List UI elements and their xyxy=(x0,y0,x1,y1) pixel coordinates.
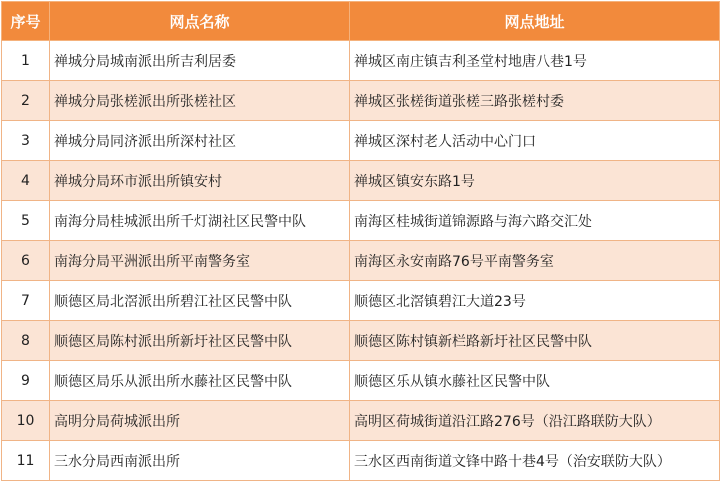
header-address: 网点地址 xyxy=(350,2,720,41)
table-row xyxy=(2,121,720,161)
row-address: 顺德区陈村镇新栏路新圩社区民警中队 xyxy=(350,321,720,361)
table-row xyxy=(2,401,720,441)
row-address: 禅城区张槎街道张槎三路张槎村委 xyxy=(350,81,720,121)
row-index: 6 xyxy=(2,241,50,281)
row-address: 禅城区深村老人活动中心门口 xyxy=(350,121,720,161)
row-address: 三水区西南街道文锋中路十巷4号（治安联防大队） xyxy=(350,441,720,481)
outlet-table xyxy=(1,1,720,481)
row-index: 10 xyxy=(2,401,50,441)
row-name: 禅城分局张槎派出所张槎社区 xyxy=(50,81,350,121)
row-index: 3 xyxy=(2,121,50,161)
row-index: 7 xyxy=(2,281,50,321)
row-address: 顺德区北滘镇碧江大道23号 xyxy=(350,281,720,321)
table-row xyxy=(2,361,720,401)
row-name: 顺德区局陈村派出所新圩社区民警中队 xyxy=(50,321,350,361)
row-address: 南海区桂城街道锦源路与海六路交汇处 xyxy=(350,201,720,241)
row-name: 高明分局荷城派出所 xyxy=(50,401,350,441)
row-name: 禅城分局城南派出所吉利居委 xyxy=(50,41,350,81)
table-row xyxy=(2,441,720,481)
row-name: 三水分局西南派出所 xyxy=(50,441,350,481)
header-index: 序号 xyxy=(2,2,50,41)
table-row xyxy=(2,321,720,361)
row-name: 南海分局桂城派出所千灯湖社区民警中队 xyxy=(50,201,350,241)
row-index: 1 xyxy=(2,41,50,81)
row-name: 禅城分局同济派出所深村社区 xyxy=(50,121,350,161)
row-index: 11 xyxy=(2,441,50,481)
table-row xyxy=(2,161,720,201)
table-row xyxy=(2,241,720,281)
row-name: 顺德区局北滘派出所碧江社区民警中队 xyxy=(50,281,350,321)
row-address: 高明区荷城街道沿江路276号（沿江路联防大队） xyxy=(350,401,720,441)
row-address: 顺德区乐从镇水藤社区民警中队 xyxy=(350,361,720,401)
row-index: 2 xyxy=(2,81,50,121)
row-address: 禅城区南庄镇吉利圣堂村地唐八巷1号 xyxy=(350,41,720,81)
row-index: 9 xyxy=(2,361,50,401)
header-name: 网点名称 xyxy=(50,2,350,41)
table-row xyxy=(2,281,720,321)
row-index: 4 xyxy=(2,161,50,201)
row-name: 禅城分局环市派出所镇安村 xyxy=(50,161,350,201)
row-address: 南海区永安南路76号平南警务室 xyxy=(350,241,720,281)
table-row xyxy=(2,41,720,81)
table-header-row xyxy=(2,2,720,41)
row-name: 顺德区局乐从派出所水藤社区民警中队 xyxy=(50,361,350,401)
row-name: 南海分局平洲派出所平南警务室 xyxy=(50,241,350,281)
row-index: 5 xyxy=(2,201,50,241)
table-row xyxy=(2,201,720,241)
row-index: 8 xyxy=(2,321,50,361)
row-address: 禅城区镇安东路1号 xyxy=(350,161,720,201)
table-row xyxy=(2,81,720,121)
